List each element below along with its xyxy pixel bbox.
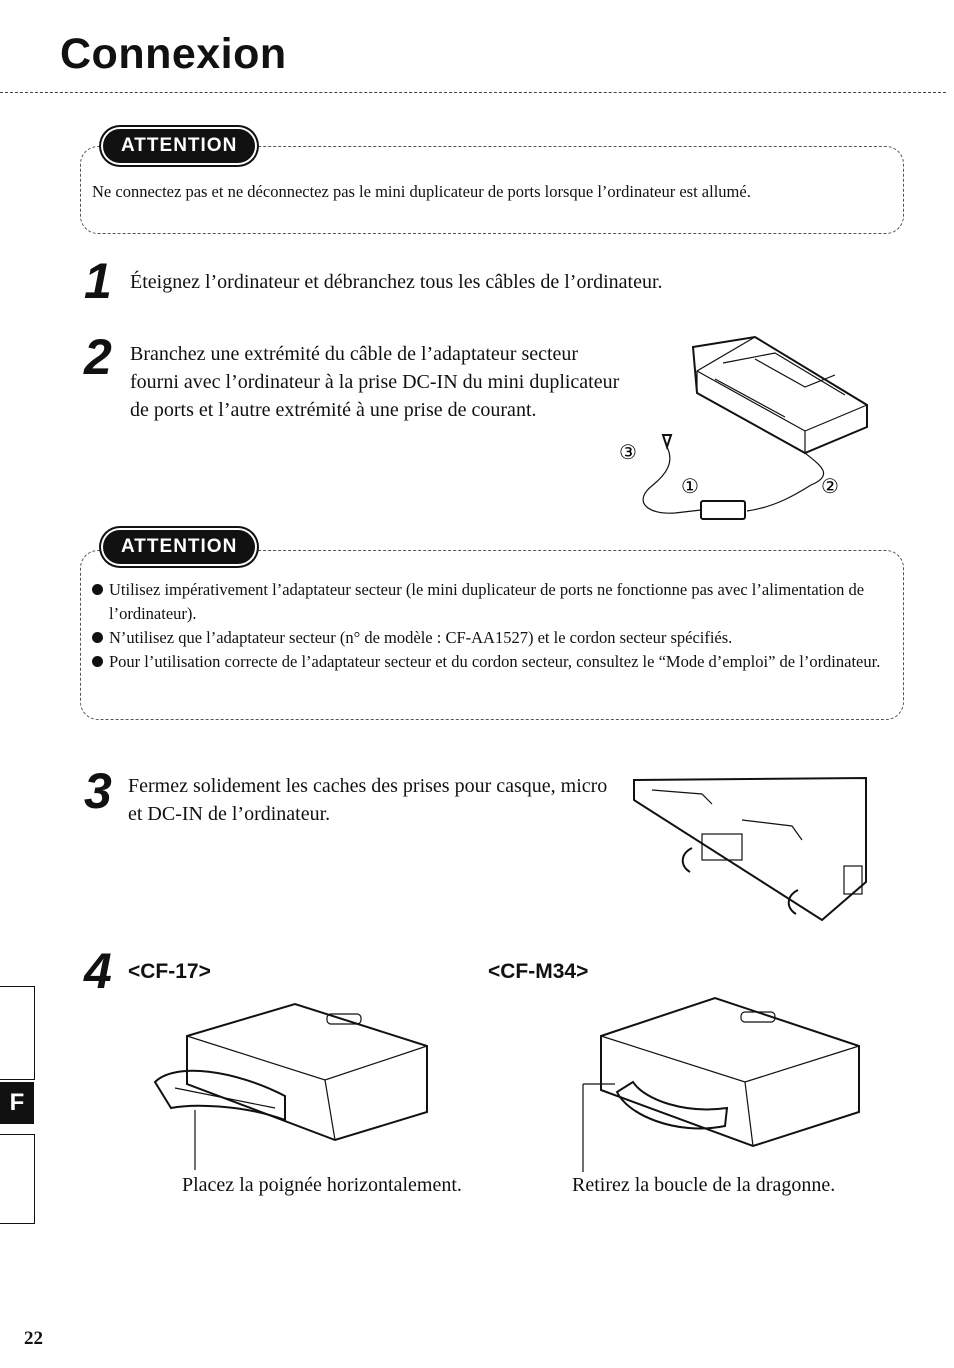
attention-bullet-2 (92, 626, 892, 650)
attention-badge-1: ATTENTION (103, 129, 255, 163)
page-title: Connexion (60, 30, 287, 78)
cfm34-strap-illustration (575, 996, 865, 1172)
model-label-cfm34: <CF-M34> (488, 960, 589, 983)
hand-strap (617, 1082, 727, 1128)
step-number-1: 1 (84, 253, 112, 309)
computer-rear-jacks-illustration (622, 770, 872, 930)
attention-badge-2: ATTENTION (103, 530, 255, 564)
bullet-dot (92, 656, 103, 667)
side-tab-upper (0, 986, 35, 1080)
side-tab-lower (0, 1134, 35, 1224)
caption-cf17: Placez la poignée horizontalement. (182, 1174, 462, 1196)
bullet-text: N’utilisez que l’adaptateur secteur (n° de modèle : CF-AA1527) et le cordon secteur spécifiés. (109, 628, 733, 647)
attention-bullet-1 (92, 578, 892, 626)
callout-2: ② (821, 474, 839, 498)
attention-bullet-3 (92, 650, 892, 674)
cf17-handle-illustration (145, 1000, 435, 1170)
dc-in-cover (844, 866, 862, 894)
bullet-text: Utilisez impérativement l’adaptateur secteur (le mini duplicateur de ports ne fonctionne pas avec l’alimentation de l’ordinateur). (109, 580, 865, 623)
model-label-cf17: <CF-17> (128, 960, 211, 983)
port-replicator-illustration (605, 335, 875, 530)
side-tab-f: F (0, 1082, 34, 1124)
title-rule (0, 92, 946, 93)
carry-handle (155, 1071, 285, 1120)
step-number-2: 2 (84, 329, 112, 385)
step-number-3: 3 (84, 763, 112, 819)
step-text-3: Fermez solidement les caches des prises pour casque, micro et DC-IN de l’ordinateur. (128, 775, 608, 825)
port-replicator-body (693, 337, 867, 453)
bullet-dot (92, 584, 103, 595)
callout-3: ③ (619, 440, 637, 464)
bullet-dot (92, 632, 103, 643)
ac-adapter (701, 501, 745, 519)
rotate-arrow-1 (683, 848, 692, 872)
step-text-2: Branchez une extrémité du câble de l’adaptateur secteur fourni avec l’ordinateur à la prise DC-IN du mini duplicateur de ports et l’autre extrémité à une prise de courant. (130, 343, 620, 421)
attention-bullets (92, 578, 892, 674)
step-number-4: 4 (84, 943, 112, 999)
page-number: 22 (24, 1328, 43, 1349)
attention-text-1: Ne connectez pas et ne déconnectez pas le mini duplicateur de ports lorsque l’ordinateur est allumé. (92, 182, 751, 201)
ac-plug (663, 435, 671, 447)
callout-1: ① (681, 474, 699, 498)
bullet-text: Pour l’utilisation correcte de l’adaptateur secteur et du cordon secteur, consultez le “Mode d’emploi” de l’ordinateur. (109, 652, 881, 671)
step-text-1: Éteignez l’ordinateur et débranchez tous les câbles de l’ordinateur. (130, 271, 663, 293)
caption-cfm34: Retirez la boucle de la dragonne. (572, 1174, 836, 1196)
